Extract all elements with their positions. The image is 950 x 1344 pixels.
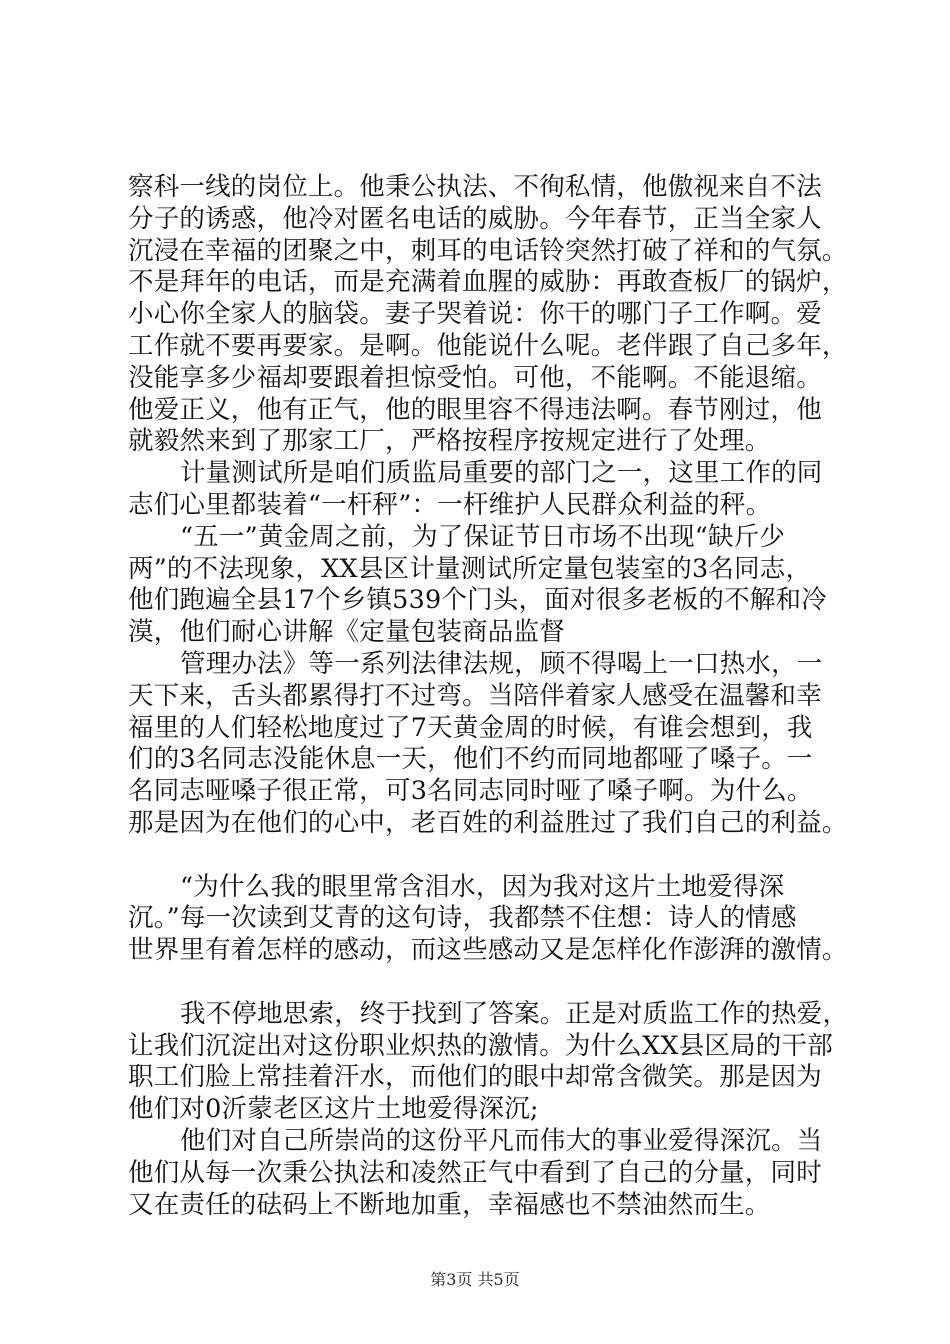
text-line: 没能享多少福却要跟着担惊受怕。可他，不能啊。不能退缩。: [128, 362, 822, 393]
text-line: 不是拜年的电话，而是充满着血腥的威胁：再敢查板厂的锅炉，: [128, 267, 848, 298]
text-line: 沉。”每一次读到艾青的这句诗，我都禁不住想：诗人的情感: [128, 903, 797, 934]
text-line: 世界里有着怎样的感动，而这些感动又是怎样化作澎湃的激情。: [128, 935, 848, 966]
text-line: 让我们沉淀出对这份职业炽热的激情。为什么XX县区局的干部: [128, 1030, 833, 1061]
text-line: 就毅然来到了那家工厂，严格按程序按规定进行了处理。: [128, 426, 771, 457]
text-line: 福里的人们轻松地度过了7天黄金周的时候，有谁会想到，我: [128, 712, 813, 743]
text-line: 察科一线的岗位上。他秉公执法、不徇私情，他傲视来自不法: [128, 172, 822, 202]
paragraph-first-line: “五一”黄金周之前，为了保证节日市场不出现“缺斤少: [180, 521, 786, 552]
text-line: 们的3名同志没能休息一天，他们不约而同地都哑了嗓子。一: [128, 744, 813, 775]
page-footer: 第3页 共5页: [430, 1270, 520, 1289]
text-line: 志们心里都装着“一杆秤”：一杆维护人民群众利益的秤。: [128, 489, 772, 520]
text-line: 两”的不法现象，XX县区计量测试所定量包装室的3名同志，: [128, 553, 812, 584]
paragraph-first-line: 计量测试所是咱们质监局重要的部门之一，这里工作的同: [180, 458, 823, 489]
text-line: 分子的诱惑，他冷对匿名电话的威胁。今年春节，正当全家人: [128, 203, 822, 234]
document-body: [128, 172, 849, 1221]
paragraph-first-line: 管理办法》等一系列法律法规，顾不得喝上一口热水，一: [180, 648, 823, 679]
paragraph-first-line: “为什么我的眼里常含泪水，因为我对这片土地爱得深: [180, 871, 785, 902]
paragraph-first-line: 他们对自己所崇尚的这份平凡而伟大的事业爱得深沉。当: [180, 1125, 823, 1156]
paragraph-gap: [128, 840, 840, 872]
text-line: 他们从每一次秉公执法和凌然正气中看到了自己的分量，同时: [128, 1157, 822, 1188]
text-line: 漠，他们耐心讲解《定量包装商品监督: [128, 617, 565, 648]
text-line: 沉浸在幸福的团聚之中，刺耳的电话铃突然打破了祥和的气氛。: [128, 235, 848, 266]
paragraph-gap: [128, 967, 840, 999]
text-line: 他们跑遍全县17个乡镇539个门头，面对很多老板的不解和冷: [128, 585, 827, 616]
text-line: 小心你全家人的脑袋。妻子哭着说：你干的哪门子工作啊。爱: [128, 299, 822, 330]
text-line: 他爱正义，他有正气，他的眼里容不得违法啊。春节刚过，他: [128, 394, 822, 425]
text-line: 职工们脸上常挂着汗水，而他们的眼中却常含微笑。那是因为: [128, 1062, 822, 1093]
paragraph-first-line: 我不停地思索，终于找到了答案。正是对质监工作的热爱，: [180, 998, 849, 1029]
text-line: 那是因为在他们的心中，老百姓的利益胜过了我们自己的利益。: [128, 807, 848, 838]
text-line: 又在责任的砝码上不断地加重，幸福感也不禁油然而生。: [128, 1189, 771, 1220]
text-line: 他们对0沂蒙老区这片土地爱得深沉;: [128, 1094, 539, 1125]
text-line: 天下来，舌头都累得打不过弯。当陪伴着家人感受在温馨和幸: [128, 680, 822, 711]
text-line: 名同志哑嗓子很正常，可3名同志同时哑了嗓子啊。为什么。: [128, 776, 813, 807]
text-line: 工作就不要再要家。是啊。他能说什么呢。老伴跟了自己多年，: [128, 330, 848, 361]
